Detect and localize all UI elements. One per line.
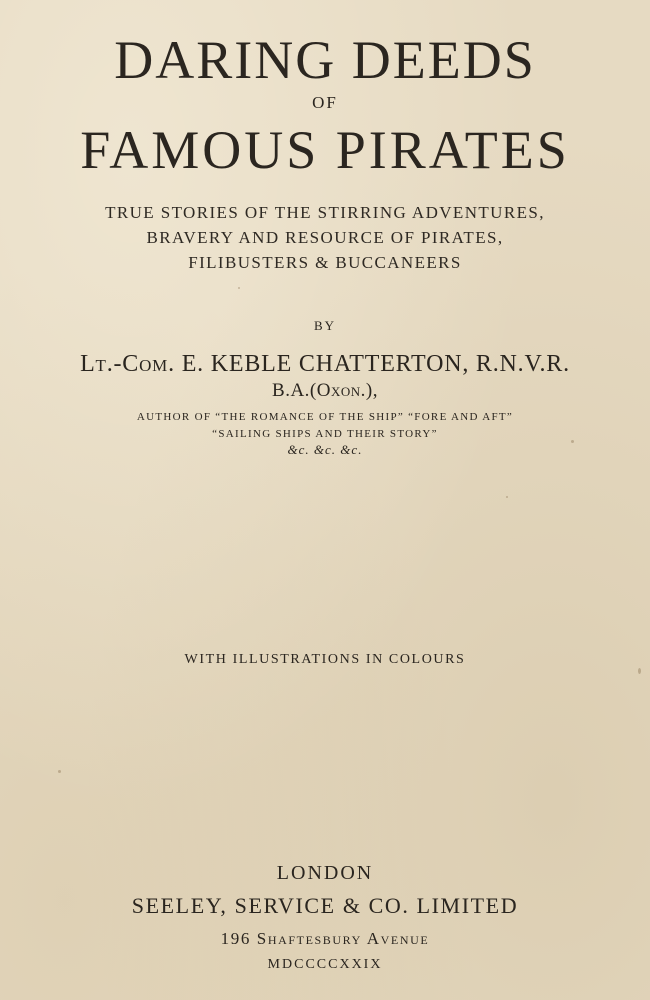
title-line-2: FAMOUS PIRATES — [80, 120, 570, 180]
author-name: Lt.-Com. E. KEBLE CHATTERTON, R.N.V.R. — [80, 351, 570, 377]
paper-speck — [506, 496, 508, 498]
imprint-address: 196 Shaftesbury Avenue — [220, 929, 430, 948]
paper-speck — [58, 770, 61, 773]
subtitle-line-2: BRAVERY AND RESOURCE OF PIRATES, — [146, 228, 504, 247]
author-works-etc: &c. &c. &c. — [287, 442, 363, 457]
paper-speck — [571, 440, 574, 443]
author-works-line-1: AUTHOR OF “THE ROMANCE OF THE SHIP” “FORE AND AFT” — [136, 411, 514, 423]
subtitle-line-1: TRUE STORIES OF THE STIRRING ADVENTURES, — [105, 203, 545, 222]
paper-speck — [238, 287, 240, 289]
imprint-year: MDCCCCXXIX — [267, 957, 383, 972]
author-degree: B.A.(Oxon.), — [272, 380, 378, 401]
subtitle-line-3: FILIBUSTERS & BUCCANEERS — [188, 253, 462, 272]
author-works-line-2: “SAILING SHIPS AND THEIR STORY” — [212, 428, 438, 440]
title-connector: OF — [312, 93, 338, 112]
byline-by: BY — [313, 318, 337, 333]
title-line-1: DARING DEEDS — [114, 30, 536, 90]
imprint-publisher: SEELEY, SERVICE & CO. LIMITED — [131, 893, 519, 918]
illustrations-note: WITH ILLUSTRATIONS IN COLOURS — [184, 652, 466, 667]
imprint-city: LONDON — [276, 862, 374, 884]
paper-speck — [638, 668, 641, 674]
